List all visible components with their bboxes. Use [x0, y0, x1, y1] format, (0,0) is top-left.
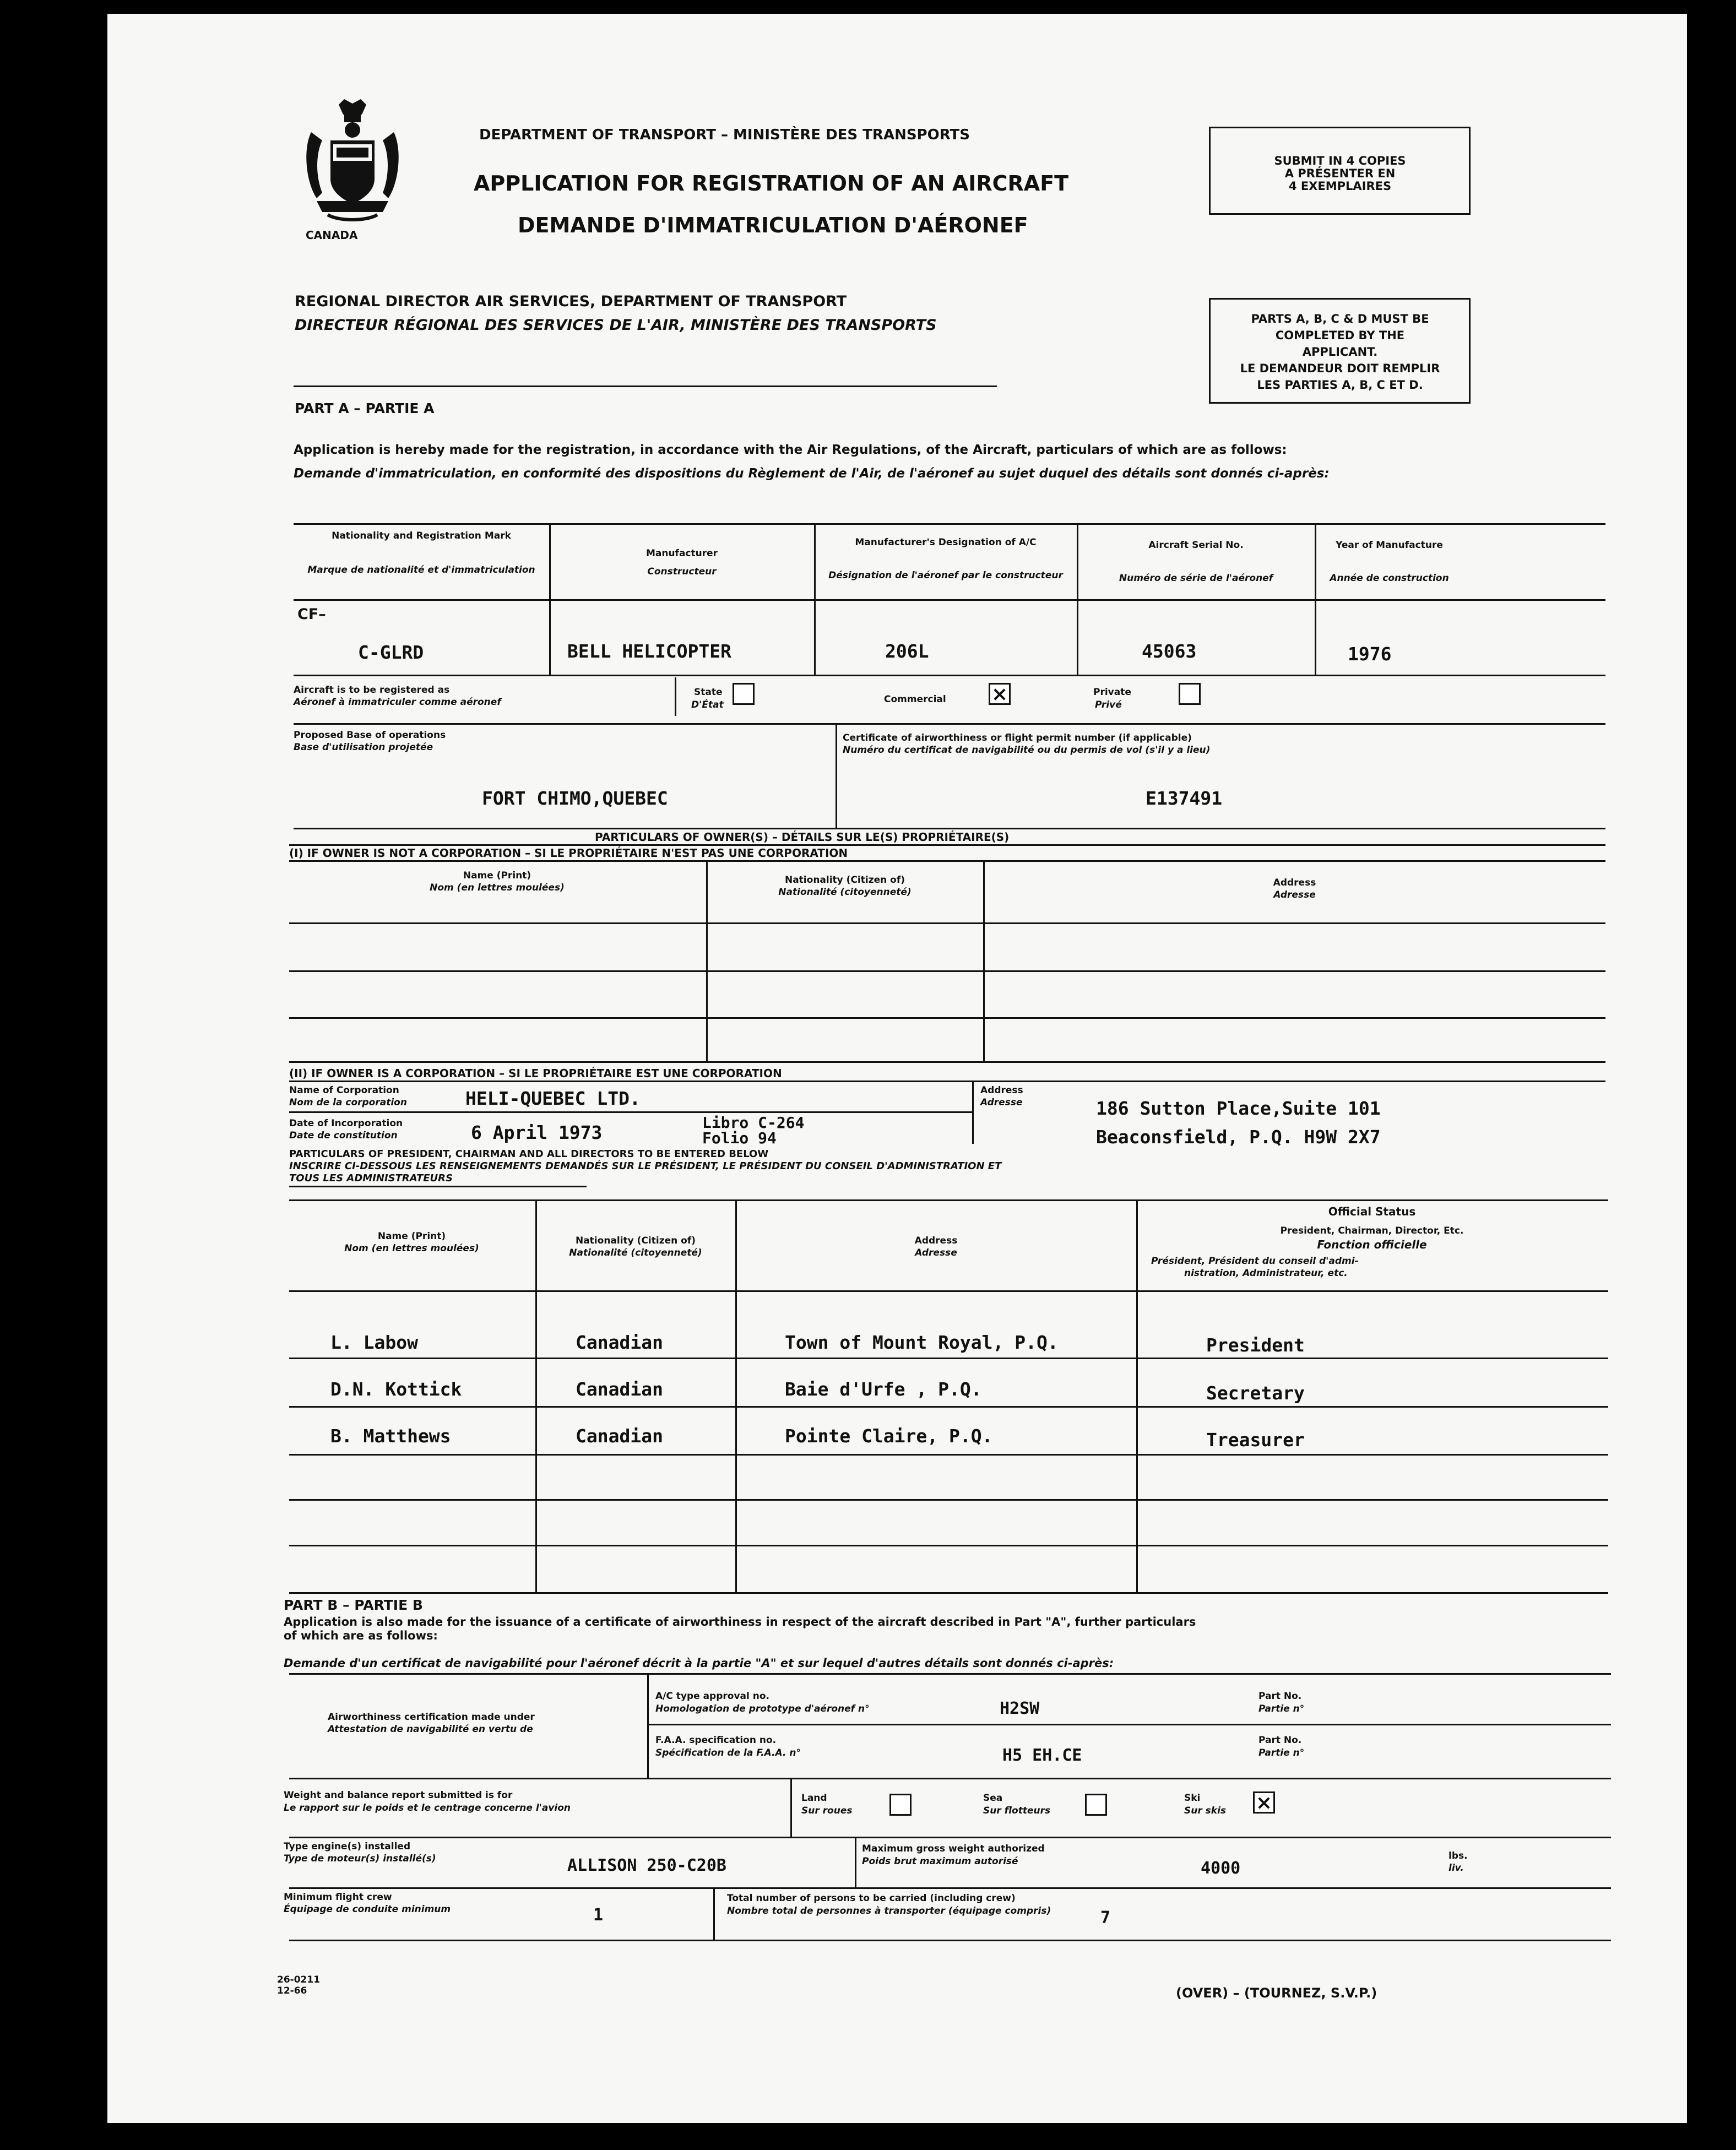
corp-name-label-en: Name of Corporation: [289, 1085, 399, 1096]
base-bottom-line: [294, 828, 1605, 829]
commercial-checkbox[interactable]: [989, 683, 1011, 705]
faa-part-no-en: Part No.: [1258, 1735, 1302, 1746]
director-address-header-en: Address: [914, 1235, 958, 1246]
engine-line: [289, 1887, 1611, 1889]
lbs-label-fr: liv.: [1449, 1863, 1464, 1874]
registered-as-fr: Aéronef à immatriculer comme aéronef: [294, 697, 501, 708]
part-a-intro-fr: Demande d'immatriculation, en conformité des dispositions du Règlement de l'Air, de l'aéronef au sujet duquel des détails sont donnés ci-après:: [294, 466, 1330, 481]
director-address-header-fr: Adresse: [915, 1247, 957, 1258]
manufacturer-value: BELL HELICOPTER: [567, 640, 732, 662]
director-2-address: Baie d'Urfe , P.Q.: [785, 1378, 982, 1400]
col-mark-fr: Marque de nationalité et d'immatriculation: [307, 564, 535, 575]
form-number-2: 12-66: [277, 1985, 307, 1996]
faa-value: H5 EH.CE: [1002, 1746, 1082, 1765]
col-serial-fr: Numéro de série de l'aéronef: [1119, 573, 1273, 584]
weight-balance-line: [289, 1837, 1611, 1838]
sea-label-fr: Sur flotteurs: [983, 1805, 1051, 1816]
part-a-title: PART A – PARTIE A: [295, 400, 435, 416]
owner-row-line-4: [289, 1061, 1605, 1063]
type-approval-part-no-en: Part No.: [1258, 1691, 1302, 1702]
faa-label-en: F.A.A. specification no.: [655, 1735, 777, 1746]
application-form-page: [107, 14, 1687, 2123]
persons-label-en: Total number of persons to be carried (including crew): [727, 1893, 1016, 1904]
col-designation-fr: Désignation de l'aéronef par le constructeur: [828, 570, 1063, 581]
type-approval-label-en: A/C type approval no.: [655, 1691, 769, 1702]
state-label-fr: D'État: [691, 699, 724, 710]
official-status-header-3: Fonction officielle: [1317, 1238, 1427, 1251]
corp-name-label-fr: Nom de la corporation: [289, 1097, 407, 1108]
department-title: DEPARTMENT OF TRANSPORT – MINISTÈRE DES TRANSPORTS: [479, 127, 970, 143]
cf-prefix-label: CF–: [297, 606, 326, 623]
page-title-en: APPLICATION FOR REGISTRATION OF AN AIRCRAFT: [474, 171, 1069, 196]
cert-label-fr: Numéro du certificat de navigabilité ou du permis de vol (s'il y a lieu): [843, 745, 1211, 756]
ski-checkbox[interactable]: [1253, 1791, 1275, 1814]
registered-as-en: Aircraft is to be registered as: [294, 685, 450, 696]
director-nationality-header-fr: Nationalité (citoyenneté): [569, 1247, 702, 1258]
part-b-intro-en-1: Application is also made for the issuance of a certificate of airworthiness in respect of the aircraft described in Part "A", further particulars: [284, 1615, 1196, 1628]
private-label-fr: Privé: [1095, 699, 1122, 710]
state-checkbox[interactable]: [733, 683, 755, 705]
col-manufacturer-en: Manufacturer: [645, 548, 718, 559]
land-label-fr: Sur roues: [801, 1805, 853, 1816]
corp-name-line: [289, 1111, 972, 1113]
particulars-line-3: TOUS LES ADMINISTRATEURS: [289, 1172, 453, 1184]
crew-divider: [713, 1887, 715, 1940]
inc-date-label-fr: Date de constitution: [289, 1130, 398, 1141]
commercial-label: Commercial: [884, 694, 946, 705]
director-2-name: D.N. Kottick: [330, 1378, 462, 1400]
directors-header-bottom: [289, 1290, 1608, 1292]
aircraft-table-header-bottom: [294, 599, 1605, 601]
director-nationality-header-en: Nationality (Citizen of): [575, 1235, 696, 1246]
aircraft-col-divider-1: [549, 523, 551, 675]
particulars-line-1: PARTICULARS OF PRESIDENT, CHAIRMAN AND ALL DIRECTORS TO BE ENTERED BELOW: [289, 1148, 769, 1160]
engine-label-en: Type engine(s) installed: [284, 1841, 411, 1852]
part-b-table-top: [289, 1673, 1611, 1675]
directors-table-bottom: [289, 1592, 1608, 1594]
corporation-title-line: [289, 1081, 1605, 1082]
libro-value: Libro C-264: [702, 1114, 805, 1132]
type-approval-value: H2SW: [1000, 1699, 1040, 1718]
col-mark-en: Nationality and Registration Mark: [332, 530, 511, 541]
part-b-title: PART B – PARTIE B: [284, 1597, 423, 1613]
parts-required-line-2: COMPLETED BY THE: [1275, 329, 1405, 342]
director-2-status: Secretary: [1206, 1382, 1305, 1404]
faa-label-fr: Spécification de la F.A.A. n°: [655, 1747, 801, 1758]
min-crew-label-fr: Équipage de conduite minimum: [284, 1904, 451, 1915]
particulars-underline: [289, 1186, 587, 1187]
persons-value: 7: [1100, 1908, 1111, 1928]
owner-address-header-en: Address: [1273, 877, 1316, 888]
owner-nationality-header-fr: Nationalité (citoyenneté): [778, 887, 912, 898]
aircraft-table-bottom: [294, 675, 1605, 676]
registration-mark-value: C-GLRD: [358, 642, 424, 663]
directors-table-top: [289, 1199, 1608, 1201]
regional-director-en: REGIONAL DIRECTOR AIR SERVICES, DEPARTMENT OF TRANSPORT: [295, 293, 847, 310]
official-status-header-2: President, Chairman, Director, Etc.: [1280, 1225, 1464, 1236]
weight-balance-divider: [790, 1778, 792, 1837]
private-checkbox[interactable]: [1179, 683, 1201, 705]
type-approval-line: [647, 1724, 1611, 1725]
director-2-nationality: Canadian: [576, 1378, 663, 1400]
sea-label-en: Sea: [983, 1793, 1003, 1804]
inc-date-label-en: Date of Incorporation: [289, 1118, 403, 1129]
cert-value: E137491: [1146, 788, 1223, 809]
owner-nationality-header-en: Nationality (Citizen of): [784, 875, 905, 886]
weight-balance-label-fr: Le rapport sur le poids et le centrage concerne l'avion: [284, 1802, 571, 1814]
not-corporation-line: [289, 860, 1605, 862]
page-title-fr: DEMANDE D'IMMATRICULATION D'AÉRONEF: [518, 213, 1028, 237]
registered-as-divider: [675, 677, 676, 716]
official-status-header-4: Président, Président du conseil d'admi-: [1151, 1256, 1359, 1267]
part-b-intro-en-2: of which are as follows:: [284, 1629, 438, 1642]
official-status-header-1: Official Status: [1328, 1205, 1416, 1218]
sea-checkbox[interactable]: [1085, 1794, 1107, 1816]
owner-name-header-fr: Nom (en lettres moulées): [430, 882, 565, 893]
particulars-line-2: INSCRIRE CI-DESSOUS LES RENSEIGNEMENTS DEMANDÉS SUR LE PRÉSIDENT, LE PRÉSIDENT DU CONSEIL D'ADMINISTRATION ET: [289, 1160, 1002, 1172]
min-crew-value: 1: [593, 1905, 604, 1925]
owner-row-line-1: [289, 922, 1605, 924]
designation-value: 206L: [885, 640, 929, 662]
owners-title: PARTICULARS OF OWNER(S) – DÉTAILS SUR LE(S) PROPRIÉTAIRE(S): [595, 830, 1010, 844]
type-approval-label-fr: Homologation de prototype d'aéronef n°: [655, 1703, 870, 1714]
owner-name-header-en: Name (Print): [463, 870, 531, 881]
airworthiness-label-fr: Attestation de navigabilité en vertu de: [328, 1724, 533, 1735]
base-cert-divider: [836, 723, 837, 828]
owner-row-line-3: [289, 1017, 1605, 1019]
form-number-1: 26-0211: [277, 1974, 321, 1985]
directors-row-line-1: [289, 1358, 1608, 1359]
directors-row-line-3: [289, 1454, 1608, 1456]
private-label-en: Private: [1093, 687, 1131, 698]
parts-required-box: [1209, 298, 1471, 404]
year-value: 1976: [1348, 643, 1392, 665]
state-label-en: State: [694, 687, 723, 698]
director-name-header-en: Name (Print): [377, 1231, 446, 1242]
min-crew-label-en: Minimum flight crew: [284, 1892, 392, 1903]
col-year-fr: Année de construction: [1330, 573, 1449, 584]
cert-label-en: Certificate of airworthiness or flight permit number (if applicable): [843, 732, 1192, 743]
part-a-intro-en: Application is hereby made for the registration, in accordance with the Air Regulations, of the Aircraft, particulars of which are as follows:: [294, 443, 1287, 457]
base-label-en: Proposed Base of operations: [294, 730, 446, 741]
engine-divider: [855, 1837, 856, 1887]
inc-date-value: 6 April 1973: [471, 1122, 603, 1143]
max-gross-weight-label-en: Maximum gross weight authorized: [862, 1843, 1045, 1854]
official-status-header-5: nistration, Administrateur, etc.: [1184, 1268, 1348, 1279]
submit-copies-line-1: SUBMIT IN 4 COPIES: [1274, 154, 1406, 167]
directors-row-line-4: [289, 1499, 1608, 1501]
persons-label-fr: Nombre total de personnes à transporter (équipage compris): [727, 1905, 1051, 1916]
owner-row-line-2: [289, 970, 1605, 972]
submit-copies-line-2: A PRÉSENTER EN: [1284, 167, 1396, 180]
col-designation-en: Manufacturer's Designation of A/C: [855, 537, 1037, 548]
canada-coat-of-arms-icon: [300, 99, 405, 226]
part-b-intro-fr: Demande d'un certificat de navigabilité pour l'aéronef décrit à la partie "A" et sur lequel d'autres détails sont donnés ci-après:: [284, 1657, 1114, 1670]
director-3-nationality: Canadian: [576, 1425, 663, 1447]
director-3-name: B. Matthews: [330, 1425, 451, 1447]
submit-copies-box: [1209, 127, 1471, 215]
director-3-address: Pointe Claire, P.Q.: [785, 1425, 993, 1447]
director-name-header-fr: Nom (en lettres moulées): [344, 1243, 479, 1254]
parts-required-line-4: LE DEMANDEUR DOIT REMPLIR: [1240, 362, 1440, 375]
corp-address-label-en: Address: [980, 1085, 1023, 1096]
registered-as-bottom-line: [294, 723, 1605, 725]
col-year-en: Year of Manufacture: [1336, 540, 1443, 551]
engine-value: ALLISON 250-C20B: [567, 1856, 726, 1875]
max-gross-weight-label-fr: Poids brut maximum autorisé: [862, 1856, 1018, 1867]
owners-title-line: [289, 844, 1605, 846]
land-checkbox[interactable]: [889, 1794, 912, 1816]
ski-label-fr: Sur skis: [1184, 1805, 1227, 1816]
weight-balance-label-en: Weight and balance report submitted is for: [284, 1790, 513, 1801]
folio-value: Folio 94: [702, 1129, 777, 1147]
corp-address-line-1: 186 Sutton Place,Suite 101: [1096, 1098, 1381, 1119]
parts-required-line-3: APPLICANT.: [1302, 345, 1378, 359]
corp-name-value: HELI-QUEBEC LTD.: [465, 1088, 641, 1109]
director-1-status: President: [1206, 1334, 1305, 1356]
director-1-name: L. Labow: [330, 1332, 418, 1353]
submit-copies-line-3: 4 EXEMPLAIRES: [1288, 180, 1392, 193]
over-label: (OVER) – (TOURNEZ, S.V.P.): [1176, 1985, 1377, 2001]
engine-label-fr: Type de moteur(s) installé(s): [284, 1853, 436, 1864]
address-line: [294, 386, 997, 387]
regional-director-fr: DIRECTEUR RÉGIONAL DES SERVICES DE L'AIR, MINISTÈRE DES TRANSPORTS: [295, 317, 937, 334]
directors-row-line-2: [289, 1406, 1608, 1408]
part-b-table-bottom: [289, 1940, 1611, 1941]
max-gross-weight-value: 4000: [1201, 1859, 1241, 1878]
airworthiness-divider: [647, 1673, 649, 1778]
directors-row-line-5: [289, 1545, 1608, 1546]
country-label: CANADA: [306, 229, 358, 242]
director-3-status: Treasurer: [1206, 1429, 1305, 1451]
parts-required-line-5: LES PARTIES A, B, C ET D.: [1257, 378, 1423, 392]
land-label-en: Land: [801, 1793, 827, 1804]
col-serial-en: Aircraft Serial No.: [1148, 540, 1244, 551]
faa-line: [289, 1778, 1611, 1779]
corp-address-divider: [972, 1082, 974, 1144]
director-1-address: Town of Mount Royal, P.Q.: [785, 1332, 1059, 1353]
director-1-nationality: Canadian: [576, 1332, 663, 1353]
directors-col-divider-3: [1136, 1199, 1138, 1592]
airworthiness-label-en: Airworthiness certification made under: [328, 1712, 535, 1723]
ski-label-en: Ski: [1184, 1793, 1201, 1804]
parts-required-line-1: PARTS A, B, C & D MUST BE: [1251, 312, 1429, 325]
base-label-fr: Base d'utilisation projetée: [294, 742, 433, 753]
base-value: FORT CHIMO,QUEBEC: [482, 788, 668, 809]
type-approval-part-no-fr: Partie n°: [1258, 1703, 1305, 1714]
serial-value: 45063: [1142, 640, 1197, 662]
corp-address-label-fr: Adresse: [980, 1097, 1023, 1108]
corp-address-line-2: Beaconsfield, P.Q. H9W 2X7: [1096, 1126, 1381, 1148]
not-corporation-title: (I) IF OWNER IS NOT A CORPORATION – SI LE PROPRIÉTAIRE N'EST PAS UNE CORPORATION: [289, 846, 848, 860]
lbs-label-en: lbs.: [1449, 1850, 1468, 1861]
owner-address-header-fr: Adresse: [1273, 889, 1316, 900]
col-manufacturer-fr: Constructeur: [647, 566, 717, 577]
corporation-title: (II) IF OWNER IS A CORPORATION – SI LE PROPRIÉTAIRE EST UNE CORPORATION: [289, 1067, 782, 1080]
aircraft-table-top: [294, 523, 1605, 525]
faa-part-no-fr: Partie n°: [1258, 1747, 1305, 1758]
